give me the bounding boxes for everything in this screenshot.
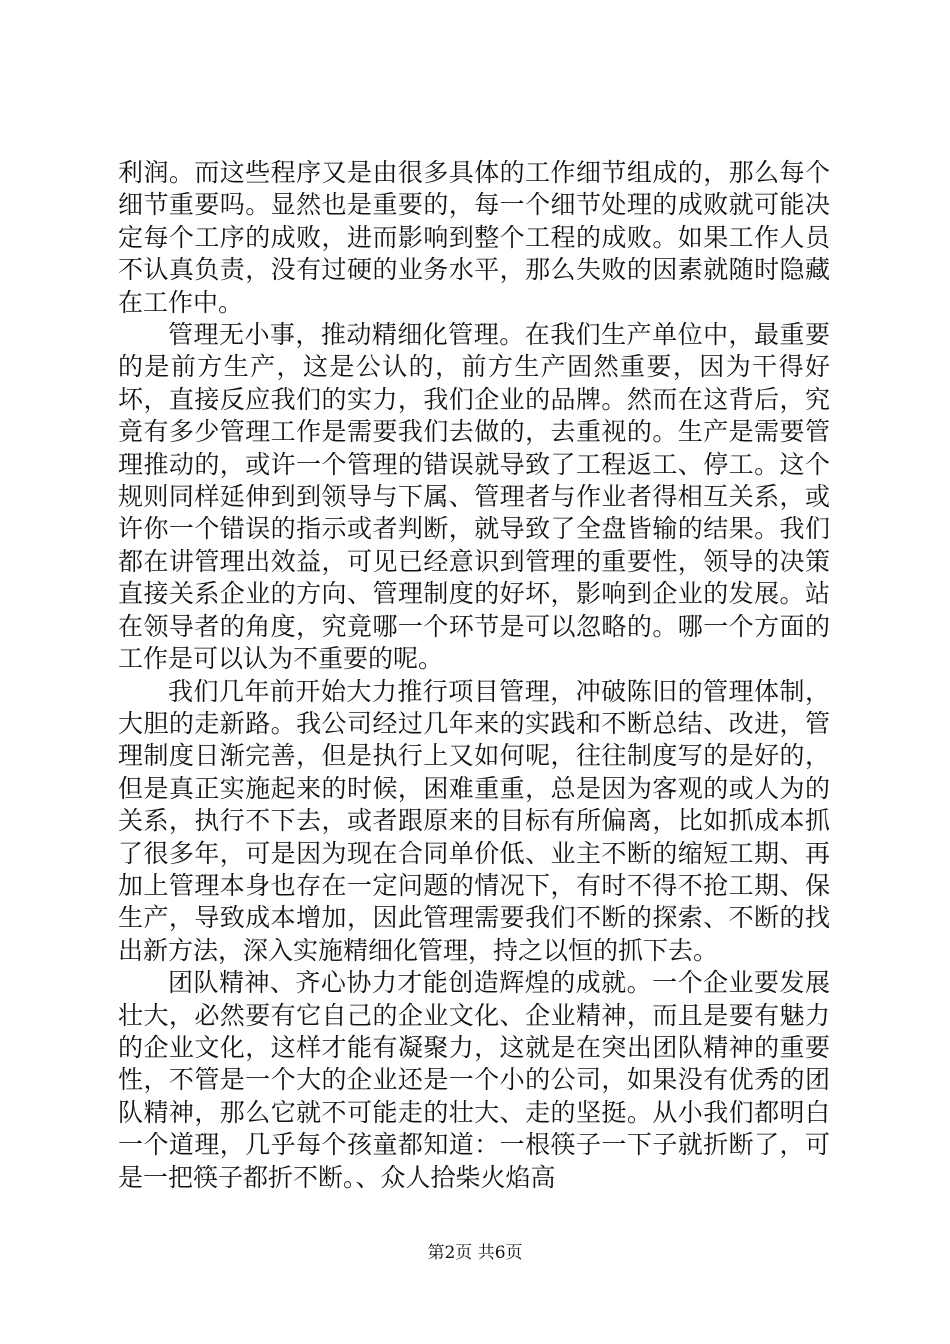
document-body: [118, 157, 830, 1194]
paragraph-2: 管理无小事，推动精细化管理。在我们生产单位中，最重要的是前方生产，这是公认的，前方生产固然重要，因为干得好坏，直接反应我们的实力，我们企业的品牌。然而在这背后，究竟有多少管理工作是需要我们去做的，去重视的。生产是需要管理推动的，或许一个管理的错误就导致了工程返工、停工。这个规则同样延伸到到领导与下属、管理者与作业者得相互关系，或许你一个错误的指示或者判断，就导致了全盘皆输的结果。我们都在讲管理出效益，可见已经意识到管理的重要性，领导的决策直接关系企业的方向、管理制度的好坏，影响到企业的发展。站在领导者的角度，究竟哪一个环节是可以忽略的。哪一个方面的工作是可以认为不重要的呢。: [118, 320, 830, 674]
paragraph-3: 我们几年前开始大力推行项目管理，冲破陈旧的管理体制，大胆的走新路。我公司经过几年来的实践和不断总结、改进，管理制度日渐完善，但是执行上又如何呢，往往制度写的是好的，但是真正实施起来的时候，困难重重，总是因为客观的或人为的关系，执行不下去，或者跟原来的目标有所偏离，比如抓成本抓了很多年，可是因为现在合同单价低、业主不断的缩短工期、再加上管理本身也存在一定问题的情况下，有时不得不抢工期、保生产，导致成本增加，因此管理需要我们不断的探索、不断的找出新方法，深入实施精细化管理，持之以恒的抓下去。: [118, 676, 830, 965]
paragraph-4: 团队精神、齐心协力才能创造辉煌的成就。一个企业要发展壮大，必然要有它自己的企业文化、企业精神，而且是要有魅力的企业文化，这样才能有凝聚力，这就是在突出团队精神的重要性，不管是一个大的企业还是一个小的公司，如果没有优秀的团队精神，那么它就不可能走的壮大、走的坚挺。从小我们都明白一个道理，几乎每个孩童都知道：一根筷子一下子就折断了，可是一把筷子都折不断。、众人拾柴火焰高: [118, 968, 830, 1192]
page-footer: 第2页 共6页: [427, 1243, 523, 1263]
paragraph-1: 利润。而这些程序又是由很多具体的工作细节组成的，那么每个细节重要吗。显然也是重要的，每一个细节处理的成败就可能决定每个工序的成败，进而影响到整个工程的成败。如果工作人员不认真负责，没有过硬的业务水平，那么失败的因素就随时隐藏在工作中。: [118, 158, 830, 317]
